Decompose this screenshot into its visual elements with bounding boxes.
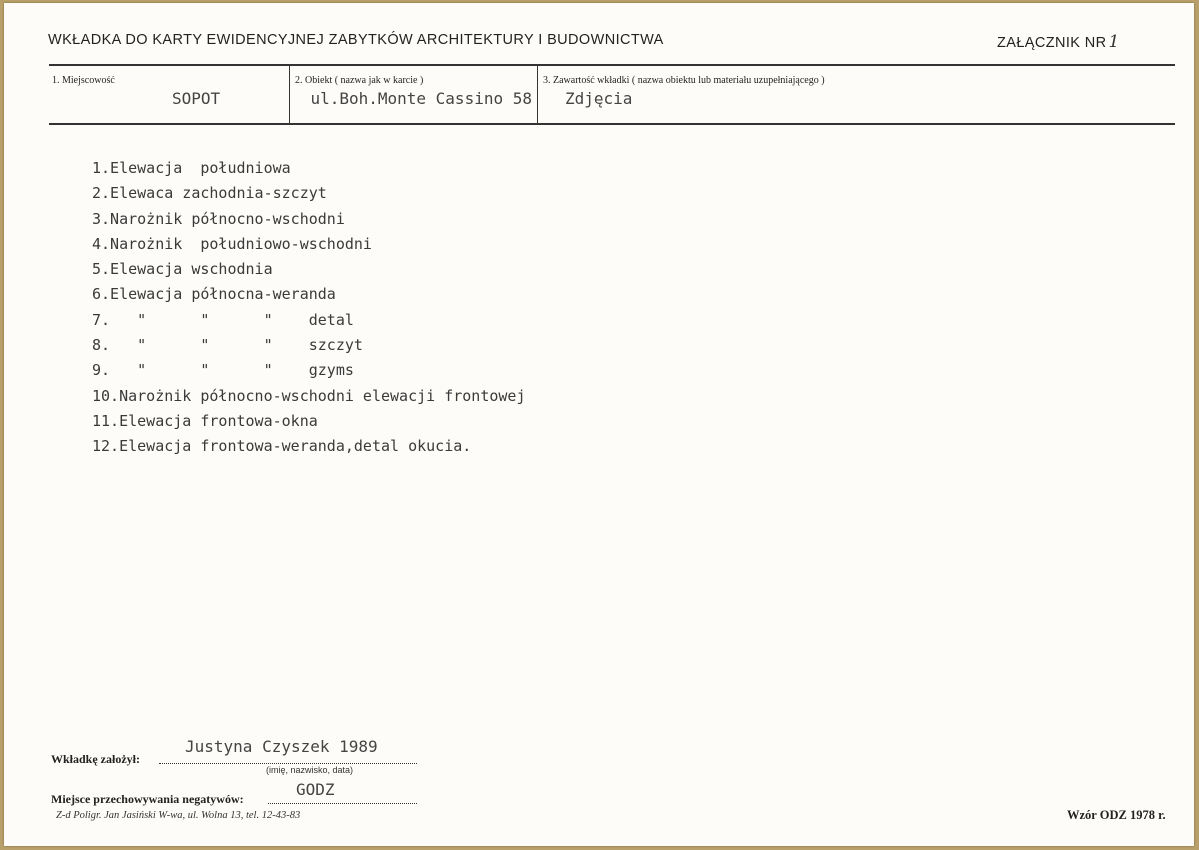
annex-label-text: ZAŁĄCZNIK NR bbox=[997, 35, 1107, 51]
list-item: 12.Elewacja frontowa-weranda,detal okucia. bbox=[92, 437, 472, 456]
list-item: 3.Narożnik północno-wschodni bbox=[92, 209, 345, 228]
object-label: 2. Obiekt ( nazwa jak w karcie ) bbox=[295, 75, 424, 86]
printer-info: Z-d Poligr. Jan Jasiński W-wa, ul. Wolna 13, tel. 12-43-83 bbox=[56, 810, 301, 821]
list-item: 11.Elewacja frontowa-okna bbox=[92, 411, 318, 430]
founder-value: Justyna Czyszek 1989 bbox=[185, 737, 378, 756]
photo-list bbox=[92, 159, 525, 463]
form-title: WKŁADKA DO KARTY EWIDENCYJNEJ ZABYTKÓW ARCHITEKTURY I BUDOWNICTWA bbox=[48, 32, 664, 48]
locality-label: 1. Miejscowość bbox=[52, 75, 115, 86]
list-item: 10.Narożnik północno-wschodni elewacji frontowej bbox=[92, 386, 526, 405]
list-item: 5.Elewacja wschodnia bbox=[92, 260, 273, 279]
form-model: Wzór ODZ 1978 r. bbox=[1067, 808, 1166, 822]
annex-number: 1 bbox=[1108, 32, 1120, 52]
founder-dotted-line bbox=[159, 763, 417, 764]
list-item: 8. " " " szczyt bbox=[92, 336, 363, 355]
list-item: 1.Elewacja południowa bbox=[92, 159, 291, 177]
storage-label: Miejsce przechowywania negatywów: bbox=[51, 792, 244, 806]
founder-label: Wkładkę założył: bbox=[51, 752, 140, 766]
list-item: 2.Elewaca zachodnia-szczyt bbox=[92, 184, 327, 203]
list-item: 7. " " " detal bbox=[92, 310, 354, 329]
top-rule bbox=[49, 64, 1175, 66]
list-item: 9. " " " gzyms bbox=[92, 361, 354, 380]
object-value: ul.Boh.Monte Cassino 58 bbox=[310, 89, 532, 108]
annex-label bbox=[997, 32, 1120, 52]
list-item: 6.Elewacja północna-weranda bbox=[92, 285, 336, 304]
storage-value: GODZ bbox=[296, 780, 335, 799]
storage-dotted-line bbox=[268, 803, 417, 804]
bottom-rule bbox=[49, 123, 1175, 125]
contents-label: 3. Zawartość wkładki ( nazwa obiektu lub materiału uzupełniającego ) bbox=[543, 75, 825, 86]
locality-value: SOPOT bbox=[172, 89, 221, 108]
list-item: 4.Narożnik południowo-wschodni bbox=[92, 234, 372, 253]
column-divider-2 bbox=[537, 66, 538, 123]
record-card bbox=[4, 3, 1194, 846]
contents-value: Zdjęcia bbox=[565, 89, 633, 108]
founder-hint: (imię, nazwisko, data) bbox=[266, 765, 354, 775]
